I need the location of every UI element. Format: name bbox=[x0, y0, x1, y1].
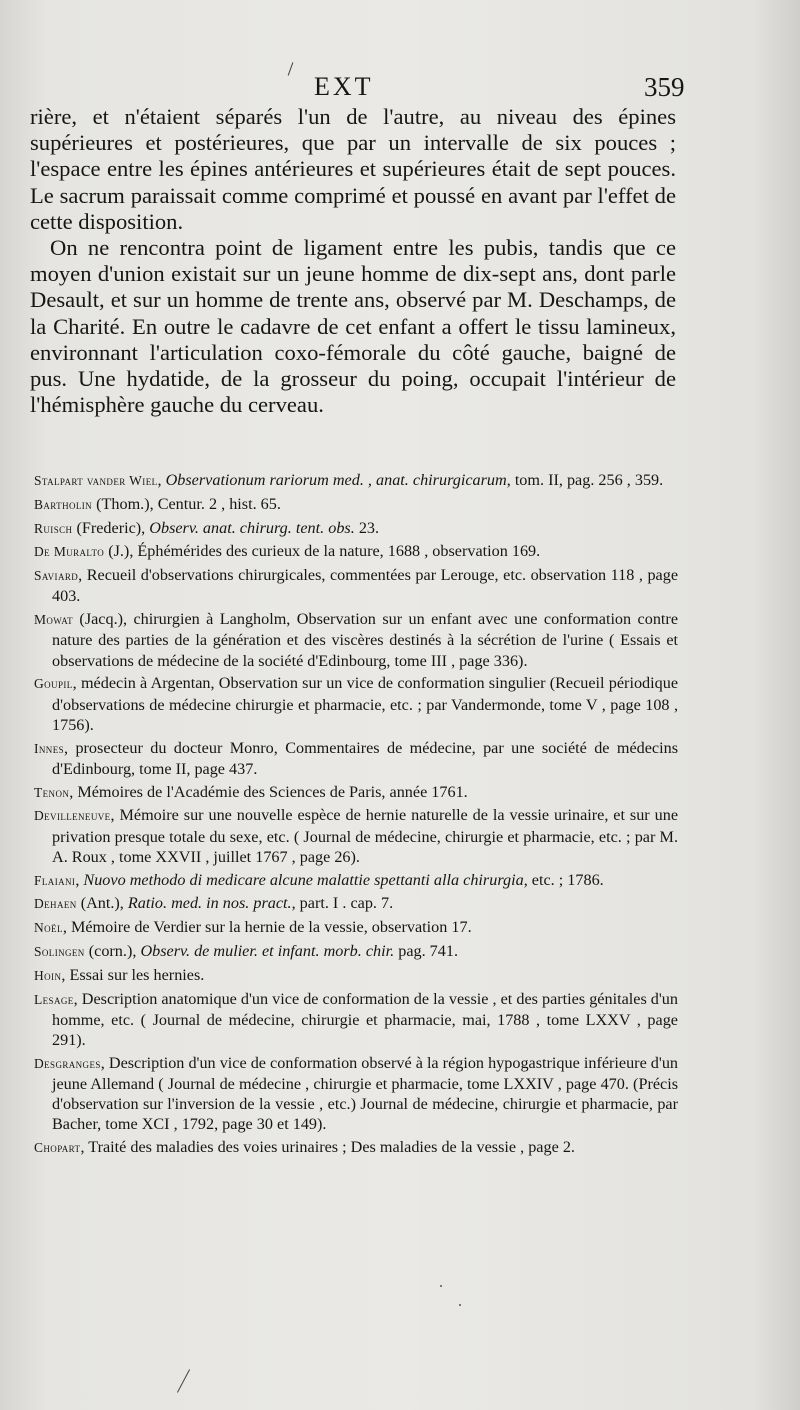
reference-citation: Description d'un vice de conformation observé à la région hypogastrique inférieure d'un jeune Allemand ( Journal de médecine , chirurgie et pharmacie, tome LXXIV , page 470. (Précis d'observation sur l'inversion de la vessie , etc.) Journal de médecine, chirurgie et pharmacie, par Bacher, tome XCI , 1792, page 30 et 149). bbox=[52, 1053, 679, 1134]
reference-detail: (corn.), bbox=[84, 941, 141, 960]
main-text bbox=[30, 104, 676, 418]
reference-entry bbox=[34, 782, 678, 803]
reference-author: Saviard bbox=[34, 568, 79, 584]
reference-entry bbox=[34, 565, 678, 606]
reference-citation: , tom. II, pag. 256 , 359. bbox=[506, 471, 664, 489]
reference-citation: prosecteur du docteur Monro, Commentaires de médecine, par une société de médecins d'Edinbourg, tome II, page 437. bbox=[52, 738, 678, 778]
paragraph-1: rière, et n'étaient séparés l'un de l'autre, au niveau des épines supérieures et postérieures, que par un intervalle de six pouces ; l'espace entre les épines antérieures et supérieures était de sept pouces. Le sacrum paraissait comme comprimé et poussé en avant par l'effet de cette disposition. bbox=[30, 104, 676, 234]
reference-author: Flaiani bbox=[34, 872, 76, 888]
reference-title: Observationum rariorum med. , anat. chirurgicarum bbox=[165, 471, 507, 489]
reference-detail: , bbox=[110, 806, 120, 825]
reference-citation: , etc. ; 1786. bbox=[523, 870, 604, 889]
reference-citation: Traité des maladies des voies urinaires ; Des maladies de la vessie , page 2. bbox=[88, 1138, 575, 1157]
reference-author: Stalpart vander Wiel bbox=[34, 473, 158, 488]
reference-author: Goupil bbox=[34, 676, 73, 692]
reference-citation: Description anatomique d'un vice de conformation de la vessie , et des parties génitales d'un homme, etc. ( Journal de médecine, chirurgie et pharmacie, mai, 1788 , tome LXXV , page 291). bbox=[52, 989, 678, 1049]
reference-citation: Essai sur les hernies. bbox=[69, 965, 205, 984]
reference-entry bbox=[34, 917, 678, 938]
running-head-title: EXT bbox=[314, 72, 374, 101]
reference-title: Nuovo methodo di medicare alcune malattie spettanti alla chirurgia bbox=[83, 870, 524, 889]
reference-detail: (Ant.), bbox=[76, 894, 128, 913]
reference-detail: (Thom.), bbox=[92, 494, 158, 513]
reference-entry bbox=[34, 805, 678, 867]
reference-citation: chirurgien à Langholm, Observation sur un enfant avec une conformation contre nature des parties de la génération et des viscères destinés à la sécrétion de l'urine ( Essais et observations de médecine de la société d'Edinbourg, tome III , page 336). bbox=[52, 610, 678, 670]
reference-author: Tenon bbox=[34, 784, 70, 800]
reference-entry bbox=[34, 494, 678, 515]
reference-entry bbox=[34, 541, 678, 562]
reference-entry bbox=[34, 870, 678, 891]
reference-detail: , bbox=[64, 738, 76, 757]
scan-mark bbox=[177, 1369, 190, 1392]
reference-entry bbox=[34, 673, 678, 735]
reference-citation: pag. 741. bbox=[394, 941, 459, 960]
reference-author: Devilleneuve bbox=[34, 808, 111, 824]
paragraph-2: On ne rencontra point de ligament entre les pubis, tandis que ce moyen d'union existait sur un jeune homme de dix-sept ans, dont parle Desault, et sur un homme de trente ans, observé par M. Deschamps, de la Charité. En outre le cadavre de cet enfant a offert le tissu lamineux, environnant l'articulation coxo-fémorale du côté gauche, baigné de pus. Une hydatide, de la grosseur du poing, occupait l'intérieur de l'hémisphère gauche du cerveau. bbox=[30, 235, 676, 418]
reference-entry bbox=[34, 518, 678, 539]
reference-author: Chopart bbox=[34, 1140, 81, 1156]
reference-entry bbox=[34, 941, 678, 962]
reference-detail: , bbox=[62, 918, 71, 937]
reference-detail: , bbox=[75, 870, 84, 889]
reference-entry bbox=[34, 989, 678, 1051]
reference-title: Ratio. med. in nos. pract. bbox=[127, 894, 292, 913]
reference-detail: , bbox=[78, 566, 87, 585]
scan-speck bbox=[440, 1285, 442, 1287]
reference-author: Desgranges bbox=[34, 1055, 101, 1071]
reference-citation: 23. bbox=[354, 518, 380, 537]
reference-citation: médecin à Argentan, Observation sur un vice de conformation singulier (Recueil périodique d'observations de médecine chirurgie et pharmacie, etc. ; par Vandermonde, tome V , page 108 , 1756). bbox=[52, 674, 679, 734]
reference-detail: , bbox=[100, 1053, 109, 1072]
reference-author: Dehaen bbox=[34, 896, 77, 912]
reference-author: Mowat bbox=[34, 612, 73, 628]
reference-author: Innes bbox=[34, 740, 64, 756]
page-number: 359 bbox=[644, 72, 685, 102]
reference-detail: , bbox=[61, 965, 70, 984]
reference-author: De Muralto bbox=[34, 544, 105, 560]
reference-author: Solingen bbox=[34, 943, 85, 959]
reference-detail: , bbox=[69, 782, 78, 801]
scan-speck bbox=[459, 1304, 461, 1306]
reference-author: Bartholin bbox=[34, 496, 93, 512]
reference-citation: Recueil d'observations chirurgicales, commentées par Lerouge, etc. observation 118 , page 403. bbox=[52, 566, 678, 606]
reference-entry bbox=[34, 965, 678, 986]
reference-author: Lesage bbox=[34, 991, 74, 1007]
reference-entry bbox=[34, 470, 678, 491]
reference-citation: Mémoire sur une nouvelle espèce de hernie naturelle de la vessie urinaire, et sur une privation presque totale du sexe, etc. ( Journal de médecine, chirurgie et pharmacie, etc. ; par M. A. Roux , tome XXVII , juillet 1767 , page 26). bbox=[52, 806, 679, 866]
reference-entry bbox=[34, 1053, 678, 1135]
reference-entry bbox=[34, 738, 678, 779]
reference-detail: (Jacq.), bbox=[73, 610, 134, 629]
reference-entry bbox=[34, 893, 678, 914]
reference-title: Observ. anat. chirurg. tent. obs. bbox=[149, 518, 355, 537]
reference-author: Ruisch bbox=[34, 520, 73, 536]
reference-detail: , bbox=[80, 1138, 89, 1157]
reference-detail: , bbox=[73, 989, 82, 1008]
reference-detail: , bbox=[72, 674, 81, 693]
reference-detail: (Frederic), bbox=[72, 518, 150, 537]
reference-detail: (J.), bbox=[104, 542, 138, 561]
reference-author: Noël bbox=[34, 920, 63, 936]
reference-citation: Mémoire de Verdier sur la hernie de la vessie, observation 17. bbox=[70, 918, 472, 937]
reference-citation: , part. I . cap. 7. bbox=[291, 894, 394, 913]
reference-citation: Éphémérides des curieux de la nature, 1688 , observation 169. bbox=[137, 542, 541, 561]
references-list bbox=[34, 470, 678, 1161]
reference-entry bbox=[34, 1137, 678, 1158]
reference-citation: Centur. 2 , hist. 65. bbox=[157, 494, 281, 513]
reference-title: Observ. de mulier. et infant. morb. chir. bbox=[140, 941, 395, 960]
reference-citation: Mémoires de l'Académie des Sciences de Paris, année 1761. bbox=[77, 782, 468, 801]
reference-entry bbox=[34, 609, 678, 671]
reference-author: Hoin bbox=[34, 967, 62, 983]
reference-detail: , bbox=[157, 471, 166, 489]
